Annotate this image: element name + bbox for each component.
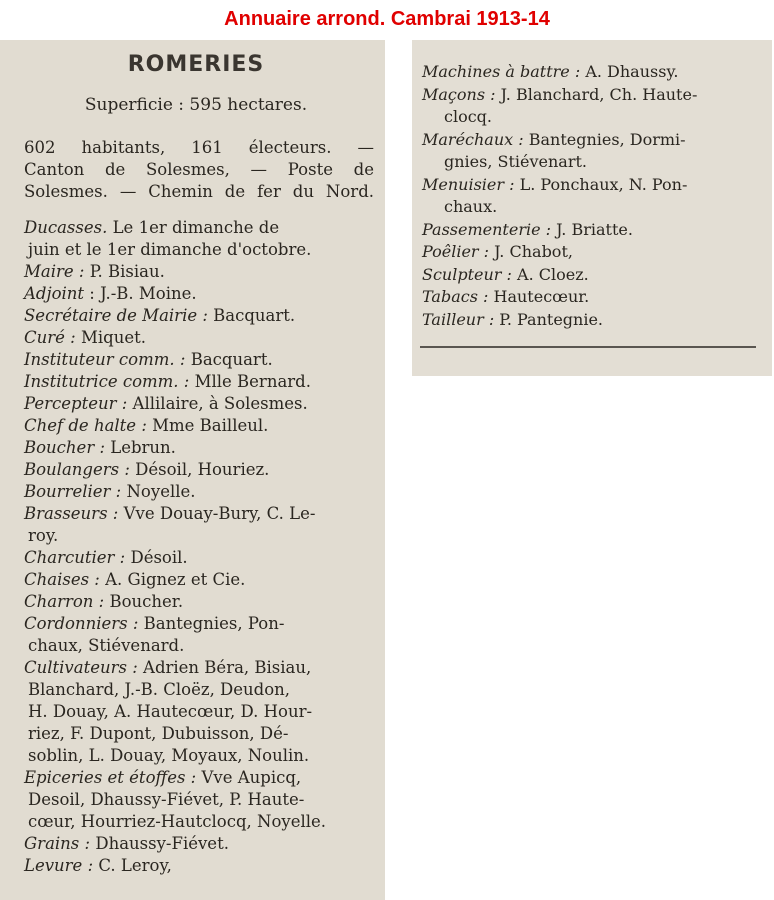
entry-names: chaux. [444, 197, 498, 216]
commune-name: ROMERIES [127, 52, 265, 77]
directory-entry [422, 264, 762, 286]
directory-entry [24, 371, 374, 393]
entry-names: Adrien Béra, Bisiau, [137, 658, 312, 677]
directory-entry [28, 789, 378, 811]
profession-label: Institutrice comm. : [24, 372, 190, 391]
profession-label: Machines à battre : [422, 62, 581, 81]
directory-entry [24, 657, 374, 679]
entry-names: Bacquart. [207, 306, 296, 325]
entry-names: Boucher. [104, 592, 184, 611]
entry-names: A. Cloez. [511, 264, 589, 284]
directory-entry [422, 219, 762, 241]
directory-entry [24, 415, 374, 437]
directory-entry [24, 833, 374, 855]
page-title: Annuaire arrond. Cambrai 1913-14 [224, 8, 550, 30]
left-column [0, 40, 385, 900]
directory-entry [422, 129, 762, 151]
directory-entry [24, 349, 374, 371]
directory-entry [24, 569, 374, 591]
directory-entry [28, 635, 378, 657]
profession-label: Adjoint [24, 284, 85, 303]
profession-label: Bourrelier : [24, 482, 122, 501]
directory-entry [28, 701, 378, 723]
entry-names: Hautecœur. [488, 287, 590, 306]
entry-names: J. Chabot, [489, 242, 573, 261]
profession-label: Maire : [24, 262, 85, 281]
entry-names: H. Douay, A. Hautecœur, D. Hour- [28, 702, 313, 721]
entry-names: C. Leroy, [93, 856, 172, 875]
right-column [412, 40, 772, 376]
entry-names: soblin, L. Douay, Moyaux, Noulin. [28, 746, 310, 765]
profession-label: Passementerie : [422, 219, 552, 239]
entry-names: cœur, Hourriez-Hautclocq, Noyelle. [28, 812, 327, 831]
directory-entry [422, 174, 762, 196]
entry-names: : J.-B. Moine. [84, 284, 197, 303]
entry-names: Bacquart. [185, 350, 273, 369]
entry-names: Vve Douay-Bury, C. Le- [118, 504, 316, 523]
profession-label: Boucher : [24, 438, 106, 457]
profession-label: Brasseurs : [24, 504, 119, 523]
entry-names: Miquet. [75, 328, 146, 347]
entry-names: Le 1er dimanche de [107, 218, 280, 237]
directory-entry [24, 613, 374, 635]
profession-label: Boulangers : [24, 460, 130, 479]
directory-entry [24, 283, 374, 305]
entry-names: P. Pantegnie. [494, 309, 604, 329]
directory-entry [422, 241, 762, 263]
profession-label: Chaises : [24, 570, 100, 589]
directory-entry [28, 745, 378, 767]
profession-label: Charcutier : [24, 548, 126, 567]
entry-names: J. Briatte. [551, 219, 633, 239]
entry-names: Bantegnies, Pon- [138, 614, 285, 633]
profession-label: Tabacs : [422, 287, 489, 306]
entry-names: Lebrun. [105, 438, 176, 457]
directory-entry [24, 503, 374, 525]
directory-entry [28, 679, 378, 701]
entry-names: chaux, Stiévenard. [28, 636, 185, 655]
profession-label: Epiceries et étoffes : [24, 768, 197, 787]
entry-names: A. Dhaussy. [580, 62, 679, 81]
directory-entry [24, 459, 374, 481]
intro-line: Solesmes. — Chemin de fer du Nord. [24, 182, 374, 201]
profession-label: Curé : [24, 328, 76, 347]
directory-entry [24, 437, 374, 459]
profession-label: Percepteur : [24, 394, 128, 413]
profession-label: Levure : [24, 856, 94, 875]
entry-names: Désoil. [125, 548, 188, 567]
directory-entry [24, 217, 374, 239]
entry-names: A. Gignez et Cie. [99, 570, 246, 589]
directory-entry [444, 196, 774, 218]
intro-line: 602 habitants, 161 électeurs. — [24, 138, 374, 157]
directory-entry [24, 767, 374, 789]
entry-names: Allilaire, à Solesmes. [127, 394, 308, 413]
directory-entry [24, 261, 374, 283]
entry-names: Desoil, Dhaussy-Fiévet, P. Haute- [28, 790, 305, 809]
profession-label: Maçons : [422, 84, 496, 104]
directory-entry [24, 393, 374, 415]
profession-label: Maréchaux : [422, 129, 524, 149]
directory-entry [24, 305, 374, 327]
entry-names: J. Blanchard, Ch. Haute- [495, 84, 698, 104]
entry-names: riez, F. Dupont, Dubuisson, Dé- [28, 724, 289, 743]
profession-label: Grains : [24, 834, 91, 853]
entry-names: gnies, Stiévenart. [444, 152, 588, 171]
section-divider [420, 346, 756, 348]
profession-label: Poêlier : [422, 242, 490, 261]
directory-entry [28, 239, 378, 261]
directory-entry [24, 547, 374, 569]
profession-label: Chef de halte : [24, 416, 147, 435]
entry-names: clocq. [444, 107, 492, 126]
directory-entry [24, 327, 374, 349]
directory-entry [28, 723, 378, 745]
entry-names: Blanchard, J.-B. Cloëz, Deudon, [28, 680, 291, 699]
profession-label: Ducasses. [24, 218, 108, 237]
entry-names: L. Ponchaux, N. Pon- [514, 174, 688, 194]
directory-entry [24, 855, 374, 877]
directory-entry [28, 811, 378, 833]
profession-label: Charron : [24, 592, 105, 611]
entry-names: P. Bisiau. [84, 262, 165, 281]
directory-entry [422, 309, 762, 331]
entry-names: juin et le 1er dimanche d'octobre. [28, 240, 312, 259]
entry-names: Mlle Bernard. [189, 372, 311, 391]
directory-entry [28, 525, 378, 547]
profession-label: Instituteur comm. : [24, 350, 186, 369]
profession-label: Menuisier : [422, 174, 515, 194]
profession-label: Sculpteur : [422, 264, 512, 284]
entry-names: Mme Bailleul. [146, 416, 269, 435]
profession-label: Cultivateurs : [24, 658, 138, 677]
directory-entry [444, 151, 774, 173]
directory-entry [444, 106, 774, 128]
directory-entry [422, 286, 762, 308]
entry-names: Dhaussy-Fiévet. [90, 834, 229, 853]
directory-entry [24, 591, 374, 613]
entry-names: Bantegnies, Dormi- [523, 129, 686, 149]
directory-entry [24, 481, 374, 503]
entry-names: Noyelle. [121, 482, 196, 501]
profession-label: Tailleur : [422, 309, 495, 329]
entry-names: Vve Aupicq, [196, 768, 302, 787]
profession-label: Secrétaire de Mairie : [24, 306, 208, 325]
directory-entry [422, 84, 762, 106]
superficie-line: Superficie : 595 hectares. [84, 95, 308, 115]
intro-line: Canton de Solesmes, — Poste de [24, 160, 374, 179]
directory-entry [422, 61, 762, 83]
entry-names: Désoil, Houriez. [129, 460, 270, 479]
profession-label: Cordonniers : [24, 614, 139, 633]
entry-names: roy. [28, 526, 59, 545]
